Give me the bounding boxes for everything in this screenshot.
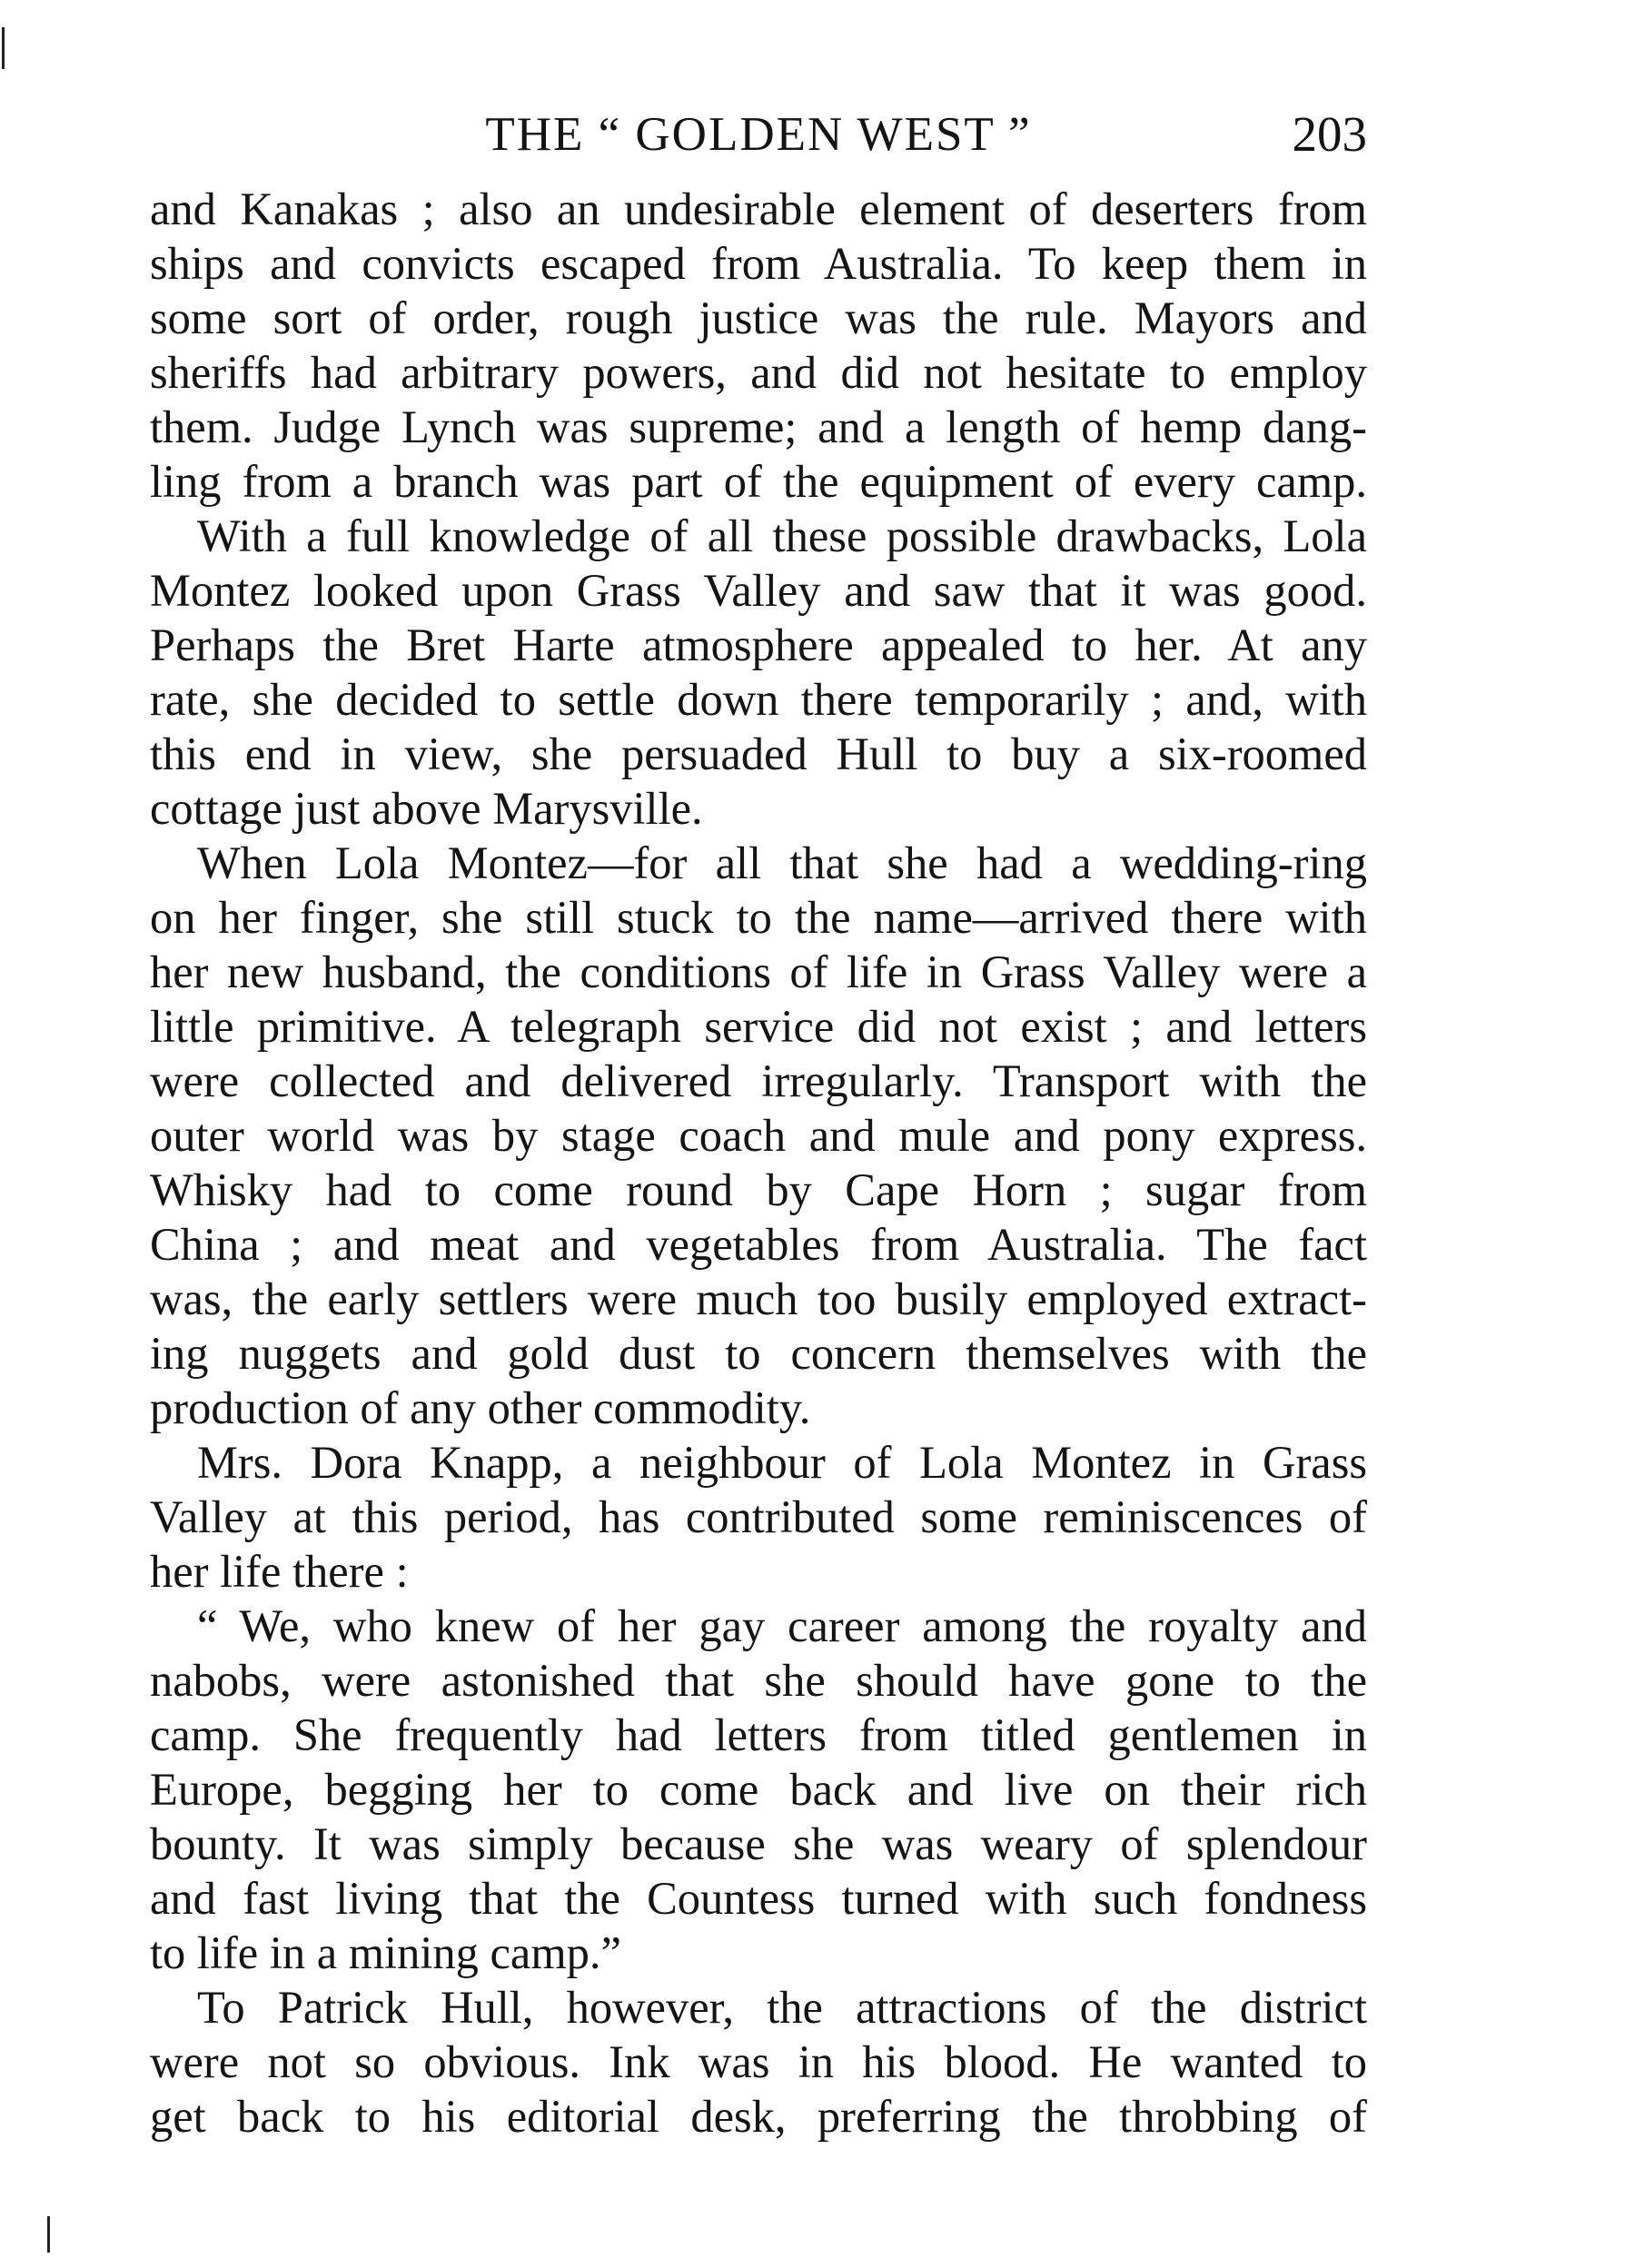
text-line: rate, she decided to settle down there temporarily ; and, with — [150, 674, 1367, 725]
text-line: bounty. It was simply because she was weary of splendour — [150, 1818, 1367, 1869]
text-line: were collected and delivered irregularly. Transport with the — [150, 1055, 1367, 1106]
text-line: China ; and meat and vegetables from Australia. The fact — [150, 1219, 1367, 1270]
text-line: get back to his editorial desk, preferring the throbbing of — [150, 2091, 1367, 2142]
text-line: sheriffs had arbitrary powers, and did not hesitate to employ — [150, 347, 1367, 398]
text-line: Europe, begging her to come back and live on their rich — [150, 1764, 1367, 1815]
text-line: some sort of order, rough justice was the rule. Mayors and — [150, 292, 1367, 343]
text-line: production of any other commodity. — [150, 1382, 811, 1433]
text-line: cottage just above Marysville. — [150, 783, 703, 834]
text-line: ling from a branch was part of the equipment of every camp. — [150, 456, 1367, 507]
text-line: little primitive. A telegraph service did not exist ; and letters — [150, 1001, 1367, 1052]
paragraph-start-line: With a full knowledge of all these possible drawbacks, Lola — [197, 510, 1367, 561]
text-line: her new husband, the conditions of life in Grass Valley were a — [150, 946, 1367, 997]
paragraph-start-line: To Patrick Hull, however, the attractions of the district — [197, 1982, 1367, 2033]
running-title: THE “ GOLDEN WEST ” — [485, 108, 1032, 161]
scan-edge-mark-top — [2, 27, 5, 69]
paragraph-start-line: Mrs. Dora Knapp, a neighbour of Lola Montez in Grass — [197, 1437, 1367, 1488]
paragraph-start-line: “ We, who knew of her gay career among the royalty and — [197, 1600, 1367, 1651]
text-line: Valley at this period, has contributed some reminiscences of — [150, 1491, 1367, 1542]
text-line: this end in view, she persuaded Hull to buy a six-roomed — [150, 728, 1367, 779]
text-line: them. Judge Lynch was supreme; and a length of hemp dang- — [150, 401, 1367, 452]
body-text — [150, 182, 1367, 2144]
text-line: her life there : — [150, 1546, 409, 1597]
text-line: to life in a mining camp.” — [150, 1927, 621, 1978]
page-number: 203 — [1292, 106, 1367, 162]
text-line: Whisky had to come round by Cape Horn ; sugar from — [150, 1164, 1367, 1215]
text-line: was, the early settlers were much too busily employed extract- — [150, 1273, 1367, 1324]
paragraph-start-line: When Lola Montez—for all that she had a wedding-ring — [197, 837, 1367, 888]
text-line: were not so obvious. Ink was in his blood. He wanted to — [150, 2036, 1367, 2087]
text-line: Perhaps the Bret Harte atmosphere appealed to her. At any — [150, 619, 1367, 670]
text-line: and fast living that the Countess turned with such fondness — [150, 1873, 1367, 1924]
text-line: outer world was by stage coach and mule and pony express. — [150, 1110, 1367, 1161]
text-line: camp. She frequently had letters from titled gentlemen in — [150, 1709, 1367, 1760]
page-header — [150, 98, 1367, 171]
text-line: Montez looked upon Grass Valley and saw that it was good. — [150, 565, 1367, 616]
text-line: ships and convicts escaped from Australia. To keep them in — [150, 238, 1367, 289]
scan-edge-mark-bottom — [47, 2216, 50, 2253]
text-line: nabobs, were astonished that she should have gone to the — [150, 1655, 1367, 1706]
text-line: ing nuggets and gold dust to concern themselves with the — [150, 1328, 1367, 1379]
text-line: on her finger, she still stuck to the name—arrived there with — [150, 892, 1367, 943]
text-line: and Kanakas ; also an undesirable element of deserters from — [150, 183, 1367, 234]
